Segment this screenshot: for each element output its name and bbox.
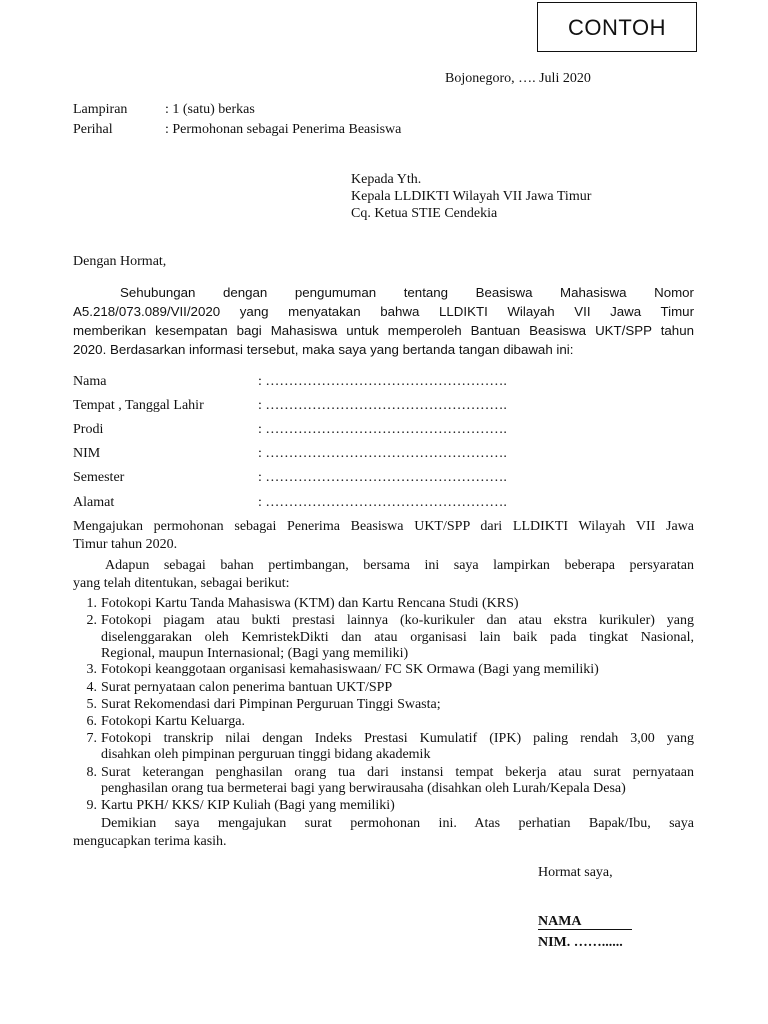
request-paragraph — [73, 518, 694, 554]
requirement-text: Fotokopi piagam atau bukti prestasi lainnya (ko-kurikuler dan atau ekstra kurikuler) yang — [101, 613, 694, 628]
field-prodi-label: Prodi — [73, 422, 104, 437]
field-nama-dots: : ……………………………………………. — [258, 374, 507, 389]
place-date: Bojonegoro, …. Juli 2020 — [445, 71, 591, 86]
meta-perihal-value: : Permohonan sebagai Penerima Beasiswa — [165, 122, 402, 137]
request-line-1: Mengajukan permohonan sebagai Penerima Beasiswa UKT/SPP dari LLDIKTI Wilayah VII Jawa — [73, 519, 694, 534]
requirement-number: 9. — [86, 798, 97, 813]
signature-name-text: NAMA — [538, 914, 582, 929]
field-prodi-dots: : ……………………………………………. — [258, 422, 507, 437]
requirement-text: penghasilan orang tua bermeterai bagi yang berwirausaha (disahkan oleh Lurah/Kepala Desa) — [101, 781, 626, 796]
intro-line-1: Sehubungan dengan pengumuman tentang Beasiswa Mahasiswa Nomor — [120, 285, 694, 300]
requirement-text: Surat Rekomendasi dari Pimpinan Perguruan Tinggi Swasta; — [101, 697, 441, 712]
field-ttl-label: Tempat , Tanggal Lahir — [73, 398, 204, 413]
intro-line-3: memberikan kesempatan bagi Mahasiswa untuk memperoleh Bantuan Beasiswa UKT/SPP tahun — [73, 323, 694, 338]
meta-perihal-label: Perihal — [73, 122, 113, 137]
requirement-text: Kartu PKH/ KKS/ KIP Kuliah (Bagi yang memiliki) — [101, 798, 395, 813]
sample-stamp — [537, 2, 697, 52]
requirement-number: 2. — [86, 613, 97, 628]
requirement-text: disahkan oleh pimpinan perguruan tinggi bidang akademik — [101, 747, 431, 762]
requirement-number: 7. — [86, 731, 97, 746]
requirement-number: 4. — [86, 680, 97, 695]
requirement-number: 8. — [86, 765, 97, 780]
signature-name — [538, 914, 632, 930]
requirement-number: 5. — [86, 697, 97, 712]
closing-line-2: mengucapkan terima kasih. — [73, 834, 227, 849]
meta-lampiran-value: : 1 (satu) berkas — [165, 102, 255, 117]
requirement-number: 3. — [86, 662, 97, 677]
field-alamat-label: Alamat — [73, 495, 115, 510]
field-semester-label: Semester — [73, 470, 125, 485]
recipient-line-1: Kepada Yth. — [351, 172, 422, 187]
recipient-line-3: Cq. Ketua STIE Cendekia — [351, 206, 498, 221]
signature-salutation: Hormat saya, — [538, 865, 613, 880]
field-nama-label: Nama — [73, 374, 107, 389]
field-nim-dots: : ……………………………………………. — [258, 446, 507, 461]
intro-line-4: 2020. Berdasarkan informasi tersebut, maka saya yang bertanda tangan dibawah ini: — [73, 342, 574, 357]
requirement-text: Fotokopi Kartu Keluarga. — [101, 714, 245, 729]
requirement-text: Regional, maupun Internasional; (Bagi yang memiliki) — [101, 646, 409, 661]
greeting: Dengan Hormat, — [73, 254, 167, 269]
field-semester-dots: : ……………………………………………. — [258, 470, 507, 485]
intro-line-4-row — [73, 341, 694, 360]
intro-line-2-row — [73, 303, 694, 322]
requirement-text: diselenggarakan oleh KemristekDikti dan atau organisasi lain baik pada tingkat Nasional, — [101, 630, 694, 645]
intro-line-3-row — [73, 322, 694, 341]
signature-nim: NIM. ……...... — [538, 935, 623, 950]
attach-line-1: Adapun sebagai bahan pertimbangan, bersama ini saya lampirkan beberapa persyaratan — [105, 558, 694, 573]
attachment-paragraph — [73, 557, 694, 593]
recipient-line-2: Kepala LLDIKTI Wilayah VII Jawa Timur — [351, 189, 592, 204]
intro-line-2: A5.218/073.089/VII/2020 yang menyatakan bahwa LLDIKTI Wilayah VII Jawa Timur — [73, 304, 694, 319]
stamp-label: CONTOH — [568, 14, 666, 40]
requirement-number: 6. — [86, 714, 97, 729]
requirement-text: Fotokopi keanggotaan organisasi kemahasiswaan/ FC SK Ormawa (Bagi yang memiliki) — [101, 662, 599, 677]
field-alamat-dots: : ……………………………………………. — [258, 495, 507, 510]
requirement-text: Fotokopi transkrip nilai dengan Indeks Prestasi Kumulatif (IPK) paling rendah 3,00 yang — [101, 731, 694, 746]
requirement-text: Surat pernyataan calon penerima bantuan UKT/SPP — [101, 680, 393, 695]
closing-paragraph — [73, 815, 694, 851]
attach-line-2: yang telah ditentukan, sebagai berikut: — [73, 576, 290, 591]
request-line-2: Timur tahun 2020. — [73, 537, 178, 552]
requirement-text: Fotokopi Kartu Tanda Mahasiswa (KTM) dan Kartu Rencana Studi (KRS) — [101, 596, 519, 611]
meta-lampiran-label: Lampiran — [73, 102, 128, 117]
intro-line-1-row — [73, 284, 694, 303]
intro-paragraph — [73, 284, 694, 360]
field-ttl-dots: : ……………………………………………. — [258, 398, 507, 413]
field-nim-label: NIM — [73, 446, 101, 461]
closing-line-1: Demikian saya mengajukan surat permohonan ini. Atas perhatian Bapak/Ibu, saya — [101, 816, 694, 831]
requirement-text: Surat keterangan penghasilan orang tua dari instansi tempat bekerja atau surat pernyataan — [101, 765, 694, 780]
requirement-number: 1. — [86, 596, 97, 611]
